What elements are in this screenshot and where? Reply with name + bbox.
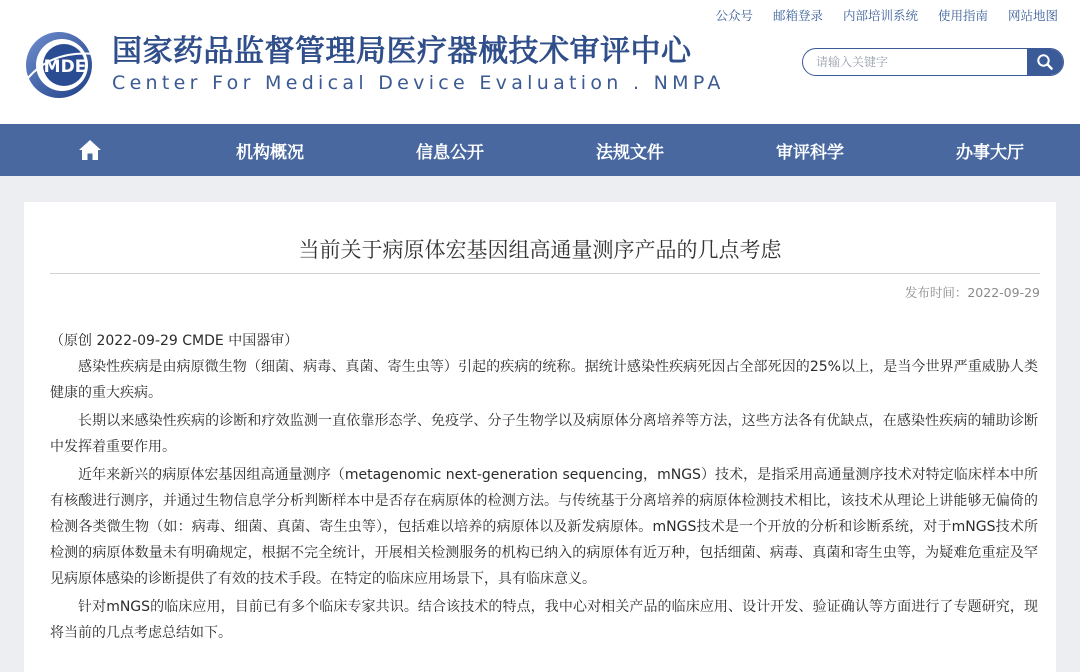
paragraph: 近年来新兴的病原体宏基因组高通量测序（metagenomic next-generation sequencing，mNGS）技术，是指采用高通量测序技术对特定临床样本中所有核酸进行测序，并通过生物信息学分析判断样本中是否存在病原体的检测方法。与传统基于分离培养的病原体检测技术相比，该技术从理论上讲能够无偏倚的检测各类微生物（如：病毒、细菌、真菌、寄生虫等），包括难以培养的病原体以及新发病原体。mNGS技术是一个开放的分析和诊断系统，对于mNGS技术所检测的病原体数量未有明确规定，根据不完全统计，开展相关检测服务的机构已纳入的病原体有近万种，包括细菌、病毒、真菌和寄生虫等，为疑难危重症及罕见病原体感染的诊断提供了有效的技术手段。在特定的临床应用场景下，具有临床意义。 [50, 467, 1038, 587]
site-header [0, 0, 1080, 124]
home-icon [78, 139, 102, 161]
paragraph: 针对mNGS的临床应用，目前已有多个临床专家共识。结合该技术的特点，我中心对相关产品的临床应用、设计开发、验证确认等方面进行了专题研究，现将当前的几点考虑总结如下。 [50, 599, 1038, 641]
link-internal-training[interactable]: 内部培训系统 [842, 8, 918, 23]
link-user-guide[interactable]: 使用指南 [937, 8, 988, 23]
paragraph: 感染性疾病是由病原微生物（细菌、病毒、真菌、寄生虫等）引起的疾病的统称。据统计感染性疾病死因占全部死因的25%以上，是当今世界严重威胁人类健康的重大疾病。 [50, 359, 1038, 401]
article-source: （原创 2022-09-29 CMDE 中国器审） [50, 333, 299, 349]
search-input[interactable] [803, 49, 1027, 75]
nav-regulations[interactable]: 法规文件 [596, 142, 664, 163]
article-body [50, 328, 1038, 648]
top-links [699, 6, 1058, 24]
search-button[interactable] [1027, 49, 1063, 75]
nav-service-hall[interactable]: 办事大厅 [956, 142, 1024, 163]
nav-about[interactable]: 机构概况 [236, 142, 304, 163]
nav-review-science[interactable]: 审评科学 [776, 142, 844, 163]
org-name-en: Center For Medical Device Evaluation . NMPA [112, 72, 725, 94]
article-card [24, 202, 1056, 672]
logo-text: MDE [43, 57, 87, 77]
search-box [802, 48, 1064, 76]
link-email-login[interactable]: 邮箱登录 [772, 8, 823, 23]
search-icon [1036, 53, 1054, 71]
main-nav [0, 124, 1080, 176]
publish-date: 发布时间：2022-09-29 [904, 285, 1040, 300]
nav-info-disclosure[interactable]: 信息公开 [416, 142, 484, 163]
nav-home[interactable] [0, 124, 180, 176]
cmde-logo-icon[interactable] [22, 30, 106, 100]
link-wechat-account[interactable]: 公众号 [715, 8, 753, 23]
org-name-cn: 国家药品监督管理局医疗器械技术审评中心 [112, 34, 692, 69]
org-name [112, 34, 725, 95]
article-title: 当前关于病原体宏基因组高通量测序产品的几点考虑 [298, 238, 782, 262]
title-divider [50, 273, 1040, 274]
link-site-map[interactable]: 网站地图 [1007, 8, 1058, 23]
paragraph: 长期以来感染性疾病的诊断和疗效监测一直依靠形态学、免疫学、分子生物学以及病原体分离培养等方法，这些方法各有优缺点，在感染性疾病的辅助诊断中发挥着重要作用。 [50, 413, 1038, 455]
